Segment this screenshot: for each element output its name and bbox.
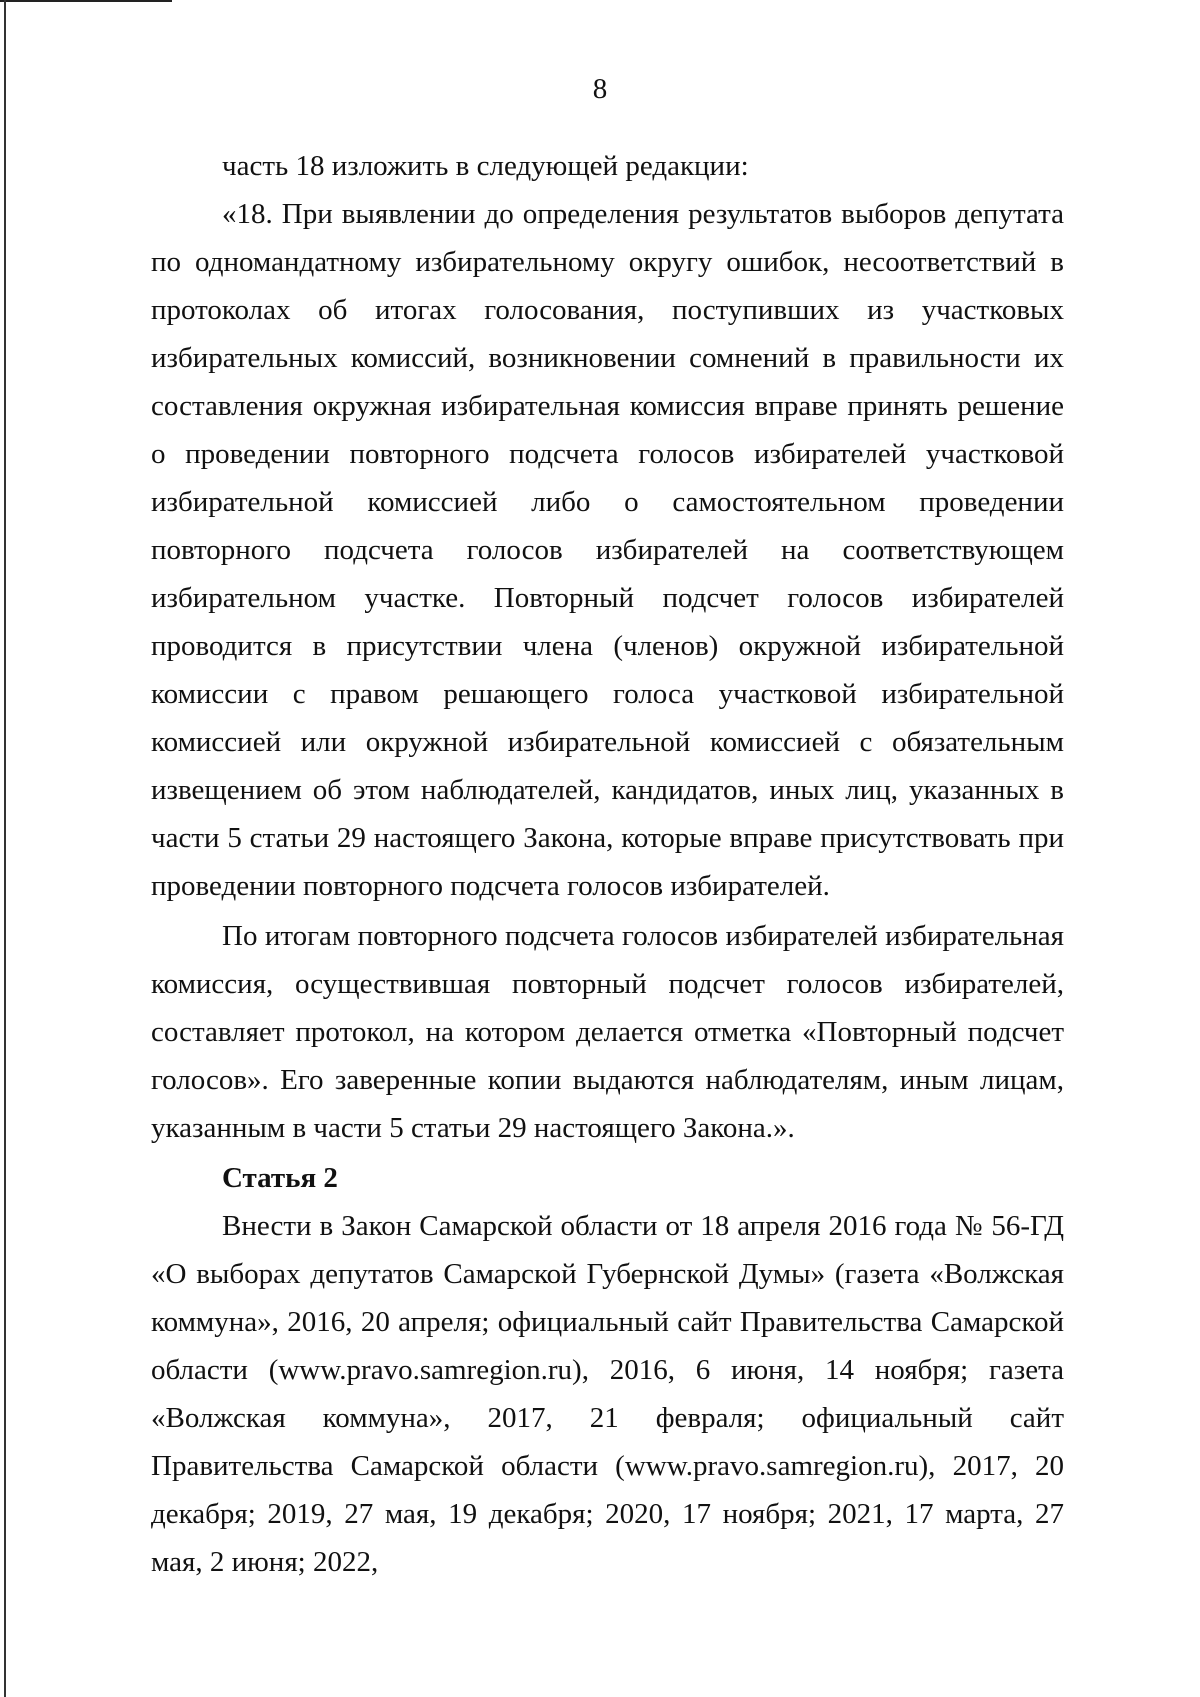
scan-edge-left	[4, 0, 6, 1697]
article-heading: Статья 2	[222, 1162, 338, 1194]
scan-edge-top	[0, 0, 172, 2]
paragraph-recount-result: По итогам повторного подсчета голосов избирателей избирательная комиссия, осуществившая повторный подсчет голосов избирателей, составляет протокол, на котором делается отметка «Повторный подсчет голосов». Его заверенные копии выдаются наблюдателям, иным лицам, указанным в части 5 статьи 29 настоящего Закона.».	[151, 920, 1064, 1144]
document-body	[151, 142, 1064, 1586]
paragraph-intro: часть 18 изложить в следующей редакции:	[222, 150, 749, 182]
paragraph-article-2: Внести в Закон Самарской области от 18 апреля 2016 года № 56-ГД «О выборах депутатов Самарской Губернской Думы» (газета «Волжская коммуна», 2016, 20 апреля; официальный сайт Правительства Самарской области (www.pravo.samregion.ru), 2016, 6 июня, 14 ноября; газета «Волжская коммуна», 2017, 21 февраля; официальный сайт Правительства Самарской области (www.pravo.samregion.ru), 2017, 20 декабря; 2019, 27 мая, 19 декабря; 2020, 17 ноября; 2021, 17 марта, 27 мая, 2 июня; 2022,	[151, 1210, 1064, 1578]
page-number: 8	[592, 73, 608, 105]
paragraph-part-18: «18. При выявлении до определения результатов выборов депутата по одномандатному избирательному округу ошибок, несоответствий в протоколах об итогах голосования, поступивших из участковых избирательных комиссий, возникновении сомнений в правильности их составления окружная избирательная комиссия вправе принять решение о проведении повторного подсчета голосов избирателей участковой избирательной комиссией либо о самостоятельном проведении повторного подсчета голосов избирателей на соответствующем избирательном участке. Повторный подсчет голосов избирателей проводится в присутствии члена (членов) окружной избирательной комиссии с правом решающего голоса участковой избирательной комиссией или окружной избирательной комиссией с обязательным извещением об этом наблюдателей, кандидатов, иных лиц, указанных в части 5 статьи 29 настоящего Закона, которые вправе присутствовать при проведении повторного подсчета голосов избирателей.	[151, 198, 1064, 902]
